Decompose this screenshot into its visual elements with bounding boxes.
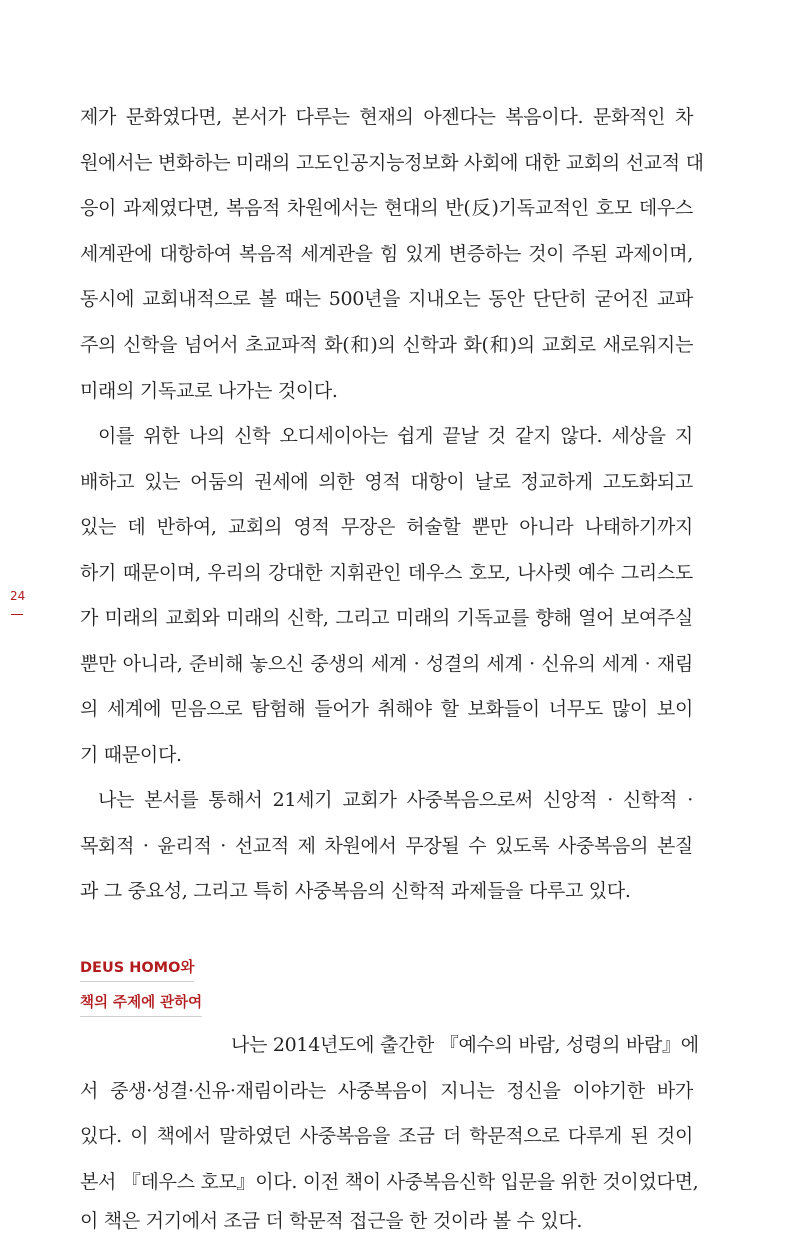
paragraph-2-line-3: 있는 데 반하여, 교회의 영적 무장은 허술할 뿐만 아니라 나태하기까지 (80, 516, 693, 538)
paragraph-1-line-4: 세계관에 대항하여 복음적 세계관을 힘 있게 변증하는 것이 주된 과제이며, (80, 243, 693, 265)
page-number: 24 (10, 589, 26, 603)
paragraph-1-line-1: 제가 문화였다면, 본서가 다루는 현재의 아젠다는 복음이다. 문화적인 차 (80, 106, 693, 128)
paragraph-1-line-6: 주의 신학을 넘어서 초교파적 화(和)의 신학과 화(和)의 교회로 새로워지는 (80, 334, 693, 356)
paragraph-1-line-5: 동시에 교회내적으로 볼 때는 500년을 지내오는 동안 단단히 굳어진 교파 (80, 288, 693, 310)
paragraph-2-line-1: 이를 위한 나의 신학 오디세이아는 쉽게 끝날 것 같지 않다. 세상을 지 (98, 425, 693, 447)
paragraph-3-line-3: 과 그 중요성, 그리고 특히 사중복음의 신학적 과제들을 다루고 있다. (80, 880, 631, 902)
section-heading-line-2: 책의 주제에 관하여 (80, 991, 202, 1017)
section-paragraph-line-4: 본서 『데우스 호모』이다. 이전 책이 사중복음신학 입문을 위한 것이었다면, (80, 1171, 699, 1193)
paragraph-3-line-2: 목회적 · 윤리적 · 선교적 제 차원에서 무장될 수 있도록 사중복음의 본질 (80, 835, 693, 857)
paragraph-2-line-6: 뿐만 아니라, 준비해 놓으신 중생의 세계 · 성결의 세계 · 신유의 세계 · 재림 (80, 653, 693, 675)
paragraph-1-line-2: 원에서는 변화하는 미래의 고도인공지능정보화 사회에 대한 교회의 선교적 대 (80, 152, 704, 174)
paragraph-1-line-3: 응이 과제였다면, 복음적 차원에서는 현대의 반(反)기독교적인 호모 데우스 (80, 197, 693, 219)
paragraph-2-line-4: 하기 때문이며, 우리의 강대한 지휘관인 데우스 호모, 나사렛 예수 그리스도 (80, 562, 693, 584)
paragraph-3-line-1: 나는 본서를 통해서 21세기 교회가 사중복음으로써 신앙적 · 신학적 · (98, 789, 693, 811)
paragraph-1-line-7: 미래의 기독교로 나가는 것이다. (80, 380, 338, 402)
section-paragraph-line-3: 있다. 이 책에서 말하였던 사중복음을 조금 더 학문적으로 다루게 된 것이 (80, 1125, 693, 1147)
paragraph-2-line-7: 의 세계에 믿음으로 탐험해 들어가 취해야 할 보화들이 너무도 많이 보이 (80, 698, 693, 720)
section-paragraph-line-2: 서 중생·성결·신유·재림이라는 사중복음이 지니는 정신을 이야기한 바가 (80, 1080, 693, 1102)
section-heading-line-1: DEUS HOMO와 (80, 956, 194, 982)
paragraph-2-line-8: 기 때문이다. (80, 744, 182, 766)
paragraph-2-line-5: 가 미래의 교회와 미래의 신학, 그리고 미래의 기독교를 향해 열어 보여주실 (80, 607, 693, 629)
section-paragraph-line-1: 나는 2014년도에 출간한 『예수의 바람, 성령의 바람』에 (231, 1034, 699, 1056)
paragraph-2-line-2: 배하고 있는 어둠의 권세에 의한 영적 대항이 날로 정교하게 고도화되고 (80, 471, 693, 493)
section-paragraph-line-5: 이 책은 거기에서 조금 더 학문적 접근을 한 것이라 볼 수 있다. (80, 1210, 583, 1232)
page-number-rule (11, 614, 23, 615)
